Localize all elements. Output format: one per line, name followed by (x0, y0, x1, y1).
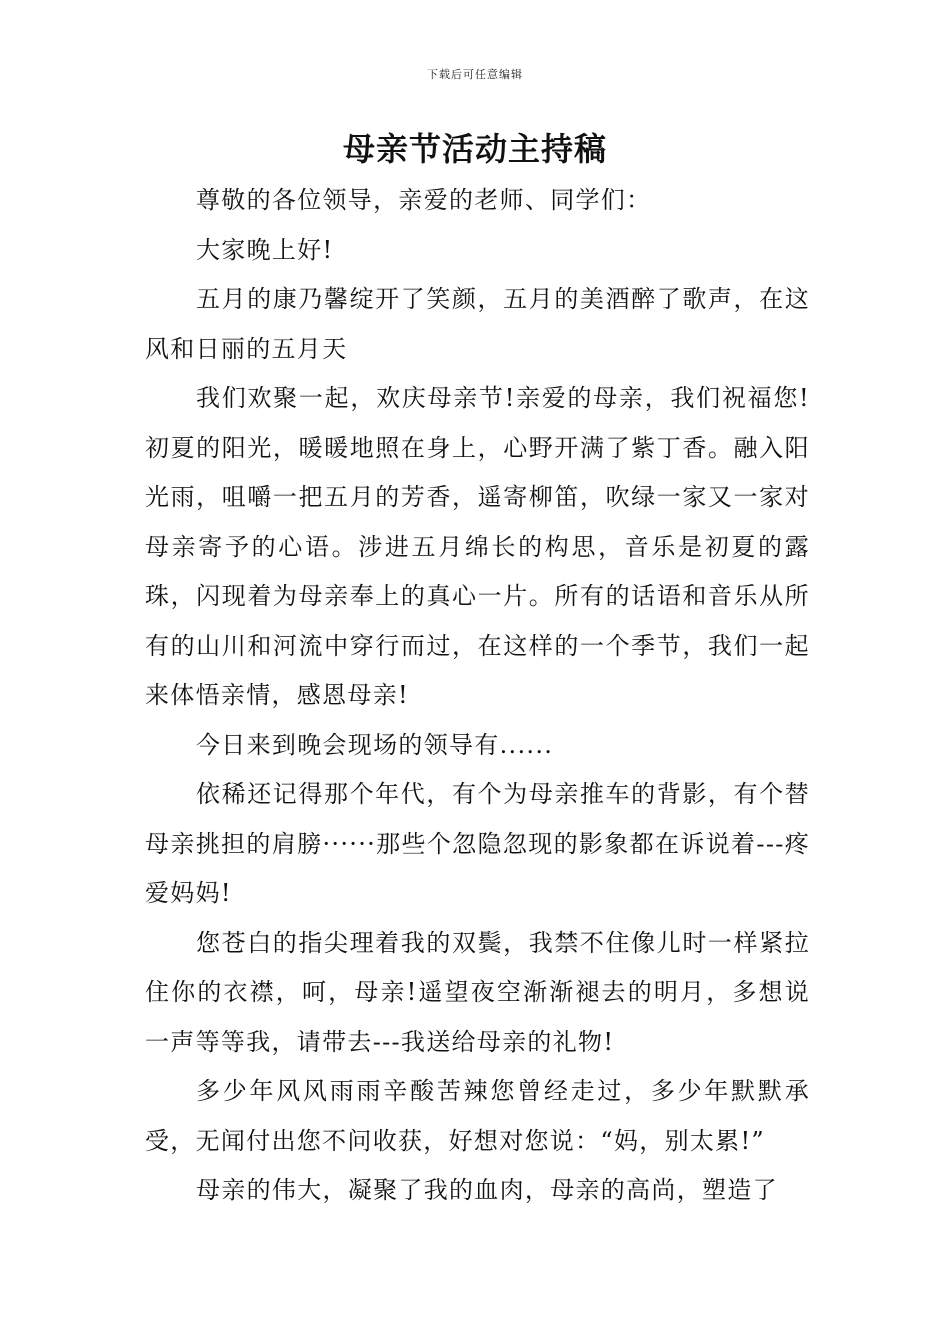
document-body (145, 176, 810, 1216)
paragraph-greatness: 母亲的伟大，凝聚了我的血肉，母亲的高尚，塑造了 (196, 1176, 778, 1204)
paragraph-leaders: 今日来到晚会现场的领导有...... (196, 730, 554, 759)
paragraph-may-carnation: 五月的康乃馨绽开了笑颜，五月的美酒醉了歌声，在这风和日丽的五月天 (145, 285, 810, 363)
document-title: 母亲节活动主持稿 (342, 130, 607, 168)
paragraph-fingertips: 您苍白的指尖理着我的双鬓，我禁不住像儿时一样紧拉住你的衣襟，呵，母亲!遥望夜空渐渐褪去的明月，多想说一声等等我，请带去---我送给母亲的礼物! (145, 928, 810, 1056)
paragraph-good-evening: 大家晚上好! (196, 235, 334, 264)
paragraph-gathering: 我们欢聚一起，欢庆母亲节!亲爱的母亲，我们祝福您!初夏的阳光，暖暖地照在身上，心野开满了紫丁香。融入阳光雨，咀嚼一把五月的芳香，遥寄柳笛，吹绿一家又一家对母亲寄予的心语。涉进五月绵长的构思，音乐是初夏的露珠，闪现着为母亲奉上的真心一片。所有的话语和音乐从所有的山川和河流中穿行而过，在这样的一个季节，我们一起来体悟亲情，感恩母亲! (145, 384, 810, 709)
paragraph-greeting: 尊敬的各位领导，亲爱的老师、同学们： (196, 186, 652, 214)
header-note: 下载后可任意编辑 (427, 68, 523, 81)
paragraph-memories: 依稀还记得那个年代，有个为母亲推车的背影，有个替母亲挑担的肩膀······那些个忽隐忽现的影象都在诉说着---疼爱妈妈! (145, 780, 810, 907)
paragraph-years: 多少年风风雨雨辛酸苦辣您曾经走过，多少年默默承受，无闻付出您不问收获，好想对您说：“妈，别太累!” (145, 1077, 810, 1155)
